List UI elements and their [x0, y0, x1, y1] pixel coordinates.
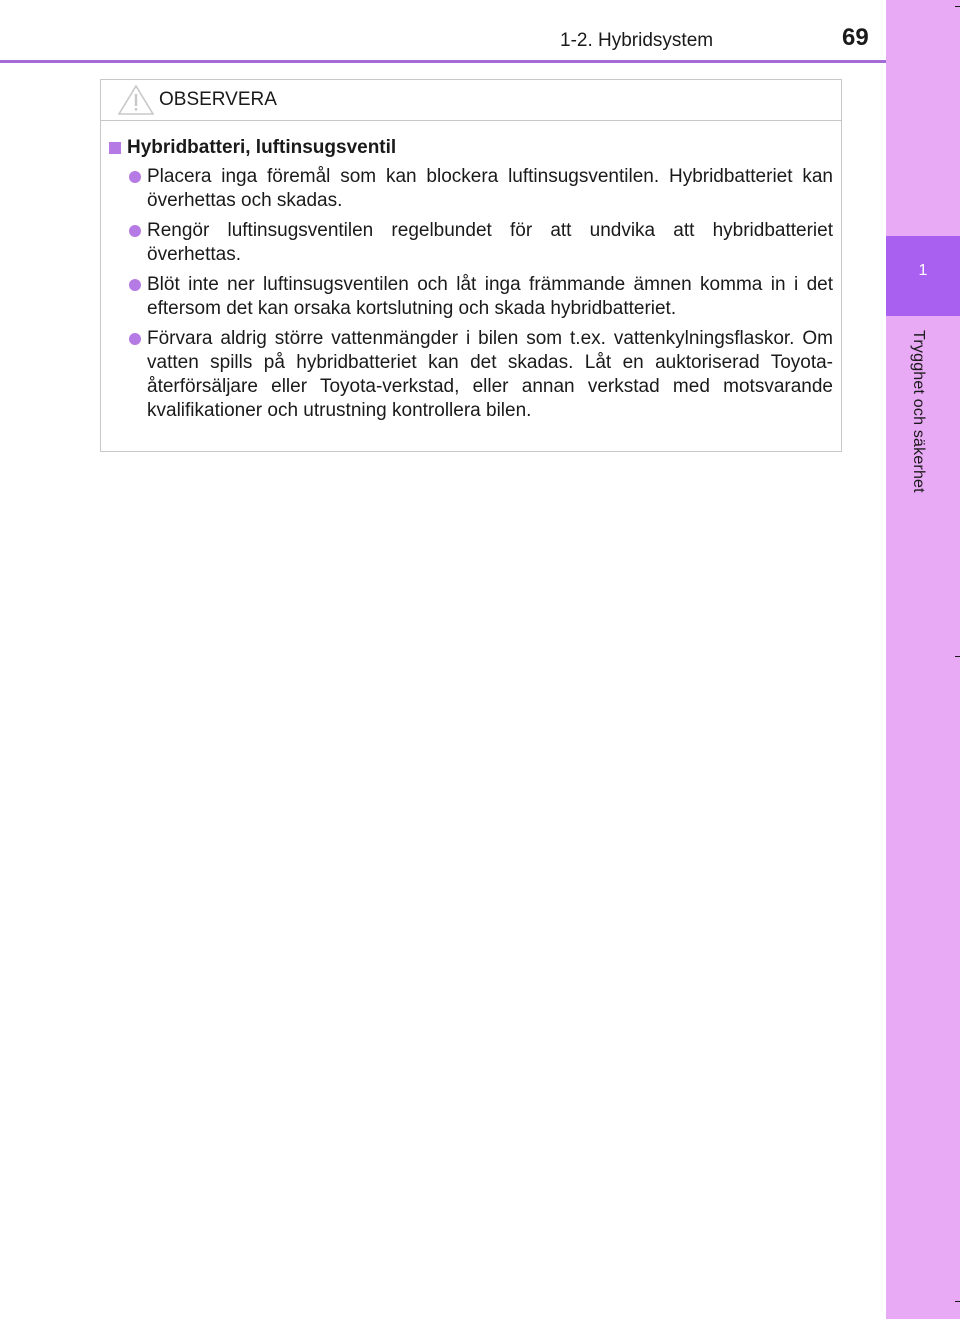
round-bullet-icon — [129, 333, 141, 345]
side-tab — [886, 0, 960, 1319]
round-bullet-icon — [129, 171, 141, 183]
list-item — [109, 165, 833, 213]
list-item — [109, 273, 833, 321]
crop-mark — [955, 1301, 960, 1302]
caution-body — [101, 121, 841, 423]
caution-label: OBSERVERA — [159, 89, 277, 110]
side-chapter-tab[interactable] — [886, 236, 960, 316]
page-number: 69 — [842, 24, 869, 51]
caution-header — [101, 80, 841, 121]
crop-mark — [955, 656, 960, 657]
list-item-text: Förvara aldrig större vattenmängder i bilen som t.ex. vattenkylningsflaskor. Om vatten spills på hybridbatteriet kan det skadas. Låt en auktoriserad Toyota-återförsäljare eller Toyota-verkstad, eller annan verkstad med motsvarande kvalifikationer och utrustning kontrollera bilen. — [147, 328, 833, 421]
list-item — [109, 219, 833, 267]
warning-triangle-icon — [117, 84, 155, 116]
caution-heading — [109, 137, 833, 159]
chapter-number: 1 — [918, 262, 928, 279]
crop-mark — [955, 6, 960, 7]
caution-heading-text: Hybridbatteri, luftinsugsventil — [127, 137, 397, 158]
list-item-text: Blöt inte ner luftinsugsventilen och låt inga främmande ämnen komma in i det eftersom det kan orsaka kortslutning och skada hybridbatteriet. — [147, 274, 833, 319]
list-item — [109, 327, 833, 423]
list-item-text: Rengör luftinsugsventilen regelbundet för att undvika att hybridbatteriet överhettas. — [147, 220, 833, 265]
header-rule — [0, 60, 886, 63]
caution-box — [100, 79, 842, 452]
section-title: 1-2. Hybridsystem — [560, 30, 714, 51]
square-bullet-icon — [109, 142, 121, 154]
chapter-label: Trygghet och säkerhet — [910, 330, 927, 493]
list-item-text: Placera inga föremål som kan blockera luftinsugsventilen. Hybridbatteriet kan överhettas och skadas. — [147, 166, 833, 211]
round-bullet-icon — [129, 225, 141, 237]
round-bullet-icon — [129, 279, 141, 291]
